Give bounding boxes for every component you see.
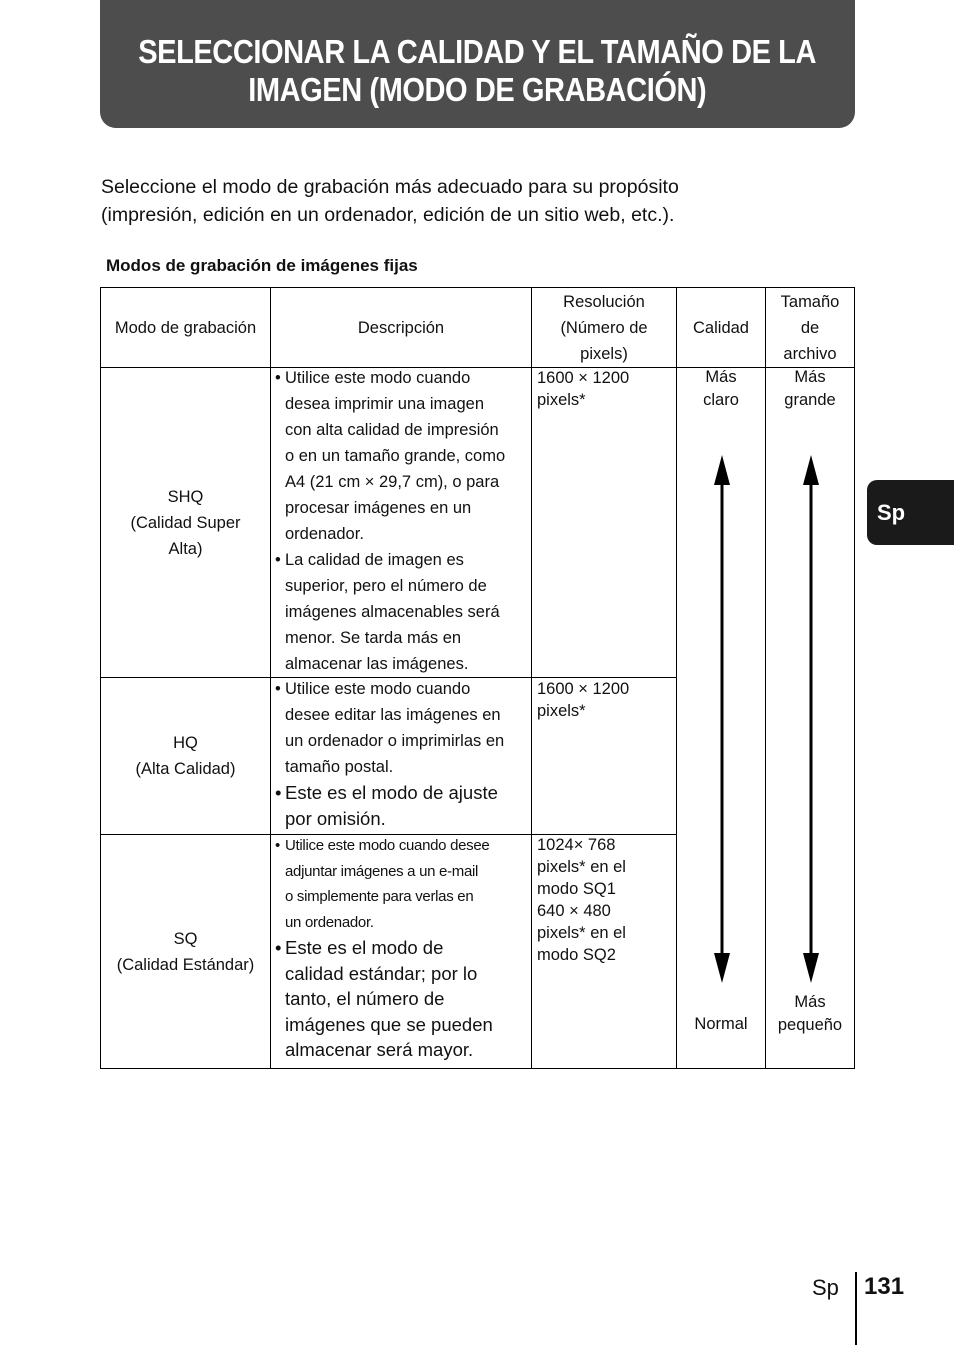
bullet-item	[275, 833, 527, 935]
table-border-bottom	[100, 1068, 855, 1069]
footer-divider	[855, 1272, 857, 1345]
header-resolution-line: (Número de	[560, 318, 648, 337]
size-bottom-label	[766, 991, 854, 1037]
mode-line: (Alta Calidad)	[135, 760, 236, 778]
page-title-line-2: IMAGEN (MODO DE GRABACIÓN)	[248, 71, 707, 108]
bullet-line: Este es el modo de	[285, 937, 444, 958]
bullet-line: almacenar será mayor.	[285, 1039, 474, 1060]
intro-line-1: Seleccione el modo de grabación más adecuado para su propósito	[101, 176, 679, 198]
header-mode: Modo de grabación	[114, 318, 257, 337]
resolution-shq	[532, 367, 676, 411]
description-shq	[271, 365, 531, 677]
header-filesize-line: Tamaño	[780, 292, 840, 311]
bullet-line: con alta calidad de impresión	[285, 421, 499, 439]
page-number: 131	[864, 1273, 905, 1300]
bullet-item	[275, 676, 527, 780]
size-top-label	[766, 366, 854, 412]
bullet-dot: •	[275, 551, 281, 569]
mode-line: SHQ	[167, 487, 204, 506]
bullet-dot: •	[275, 369, 281, 387]
resolution-line: 1600 × 1200	[537, 680, 630, 698]
mode-shq	[101, 368, 270, 677]
mode-line: SQ	[173, 929, 198, 948]
bullet-dot: •	[275, 680, 281, 698]
description-sq	[271, 833, 531, 1063]
bullet-line: imágenes almacenables será	[285, 603, 500, 621]
header-filesize	[766, 288, 854, 367]
resolution-line: pixels* en el	[537, 858, 626, 876]
resolution-line: pixels* en el	[537, 924, 626, 942]
bullet-line: imágenes que se pueden	[285, 1013, 493, 1035]
language-side-tab: Sp	[867, 480, 954, 545]
intro-line-2: (impresión, edición en un ordenador, edición de un sitio web, etc.).	[101, 204, 675, 226]
table-title: Modos de grabación de imágenes fijas	[106, 256, 418, 275]
bullet-dot: •	[275, 937, 282, 958]
resolution-sq	[532, 834, 676, 966]
bullet-line: procesar imágenes en un	[285, 499, 472, 517]
size-bottom-line: pequeño	[777, 1016, 843, 1034]
bullet-line: desee editar las imágenes en	[285, 706, 501, 724]
bullet-line: A4 (21 cm × 29,7 cm), o para	[285, 473, 500, 491]
bullet-line: desea imprimir una imagen	[285, 395, 485, 413]
mode-sq	[101, 835, 270, 1068]
bullet-line: adjuntar imágenes a un e-mail	[285, 862, 479, 880]
header-resolution	[532, 288, 676, 367]
bullet-item	[275, 547, 527, 677]
header-resolution-line: pixels)	[580, 344, 628, 363]
bullet-line: tamaño postal.	[285, 758, 394, 776]
header-filesize-line: archivo	[783, 344, 837, 363]
resolution-line: 1024× 768	[537, 836, 616, 854]
bullet-line: ordenador.	[285, 525, 364, 543]
bullet-line: almacenar las imágenes.	[285, 655, 469, 673]
bullet-line: superior, pero el número de	[285, 577, 487, 595]
bullet-line: un ordenador.	[285, 913, 374, 931]
bullet-line: Utilice este modo cuando	[285, 680, 471, 698]
resolution-line: 640 × 480	[537, 902, 611, 920]
bullet-line: La calidad de imagen es	[285, 551, 464, 569]
table-border-right	[854, 287, 855, 1069]
mode-line: (Calidad Super	[130, 513, 241, 532]
page-title-line-1: SELECCIONAR LA CALIDAD Y EL TAMAÑO DE LA	[138, 33, 817, 70]
description-hq	[271, 676, 531, 831]
quality-top-line: claro	[703, 391, 739, 409]
bullet-line: Utilice este modo cuando desee	[285, 837, 490, 854]
mode-line: HQ	[173, 734, 198, 752]
size-top-line: grande	[784, 391, 836, 409]
resolution-line: 1600 × 1200	[537, 369, 630, 387]
resolution-line: pixels*	[537, 702, 586, 720]
bullet-line: un ordenador o imprimirlas en	[285, 732, 505, 750]
header-description: Descripción	[357, 318, 445, 337]
header-filesize-line: de	[800, 318, 820, 337]
bullet-line: menor. Se tarda más en	[285, 629, 462, 647]
bullet-dot: •	[275, 837, 280, 854]
resolution-line: pixels*	[537, 391, 586, 409]
header-resolution-line: Resolución	[563, 292, 645, 311]
recording-modes-table	[100, 287, 855, 1069]
intro-paragraph	[101, 173, 821, 229]
bullet-item	[275, 935, 527, 1063]
resolution-hq	[532, 678, 676, 722]
resolution-line: modo SQ2	[537, 946, 616, 964]
resolution-line: modo SQ1	[537, 880, 616, 898]
footer-language: Sp	[812, 1275, 839, 1300]
bullet-line: o en un tamaño grande, como	[285, 447, 506, 465]
bullet-item	[275, 780, 527, 831]
bullet-line: tanto, el número de	[285, 988, 445, 1009]
header-quality: Calidad	[693, 318, 749, 337]
bullet-item	[275, 365, 527, 547]
size-bottom-line: Más	[794, 993, 826, 1011]
mode-hq	[101, 678, 270, 834]
quality-top-label	[677, 366, 765, 412]
quality-arrow-icon	[712, 455, 732, 983]
size-arrow-icon	[801, 455, 821, 983]
bullet-line: calidad estándar; por lo	[285, 962, 478, 984]
title-banner	[100, 0, 855, 128]
quality-bottom-label: Normal	[694, 1015, 748, 1033]
bullet-line: Utilice este modo cuando	[285, 369, 471, 387]
size-top-line: Más	[794, 368, 826, 386]
mode-line: (Calidad Estándar)	[116, 955, 255, 974]
bullet-dot: •	[275, 782, 282, 803]
bullet-line: Este es el modo de ajuste	[285, 782, 498, 803]
bullet-line: por omisión.	[285, 807, 386, 829]
quality-top-line: Más	[705, 368, 737, 386]
mode-line: Alta)	[168, 539, 203, 558]
bullet-line: o simplemente para verlas en	[285, 888, 474, 905]
